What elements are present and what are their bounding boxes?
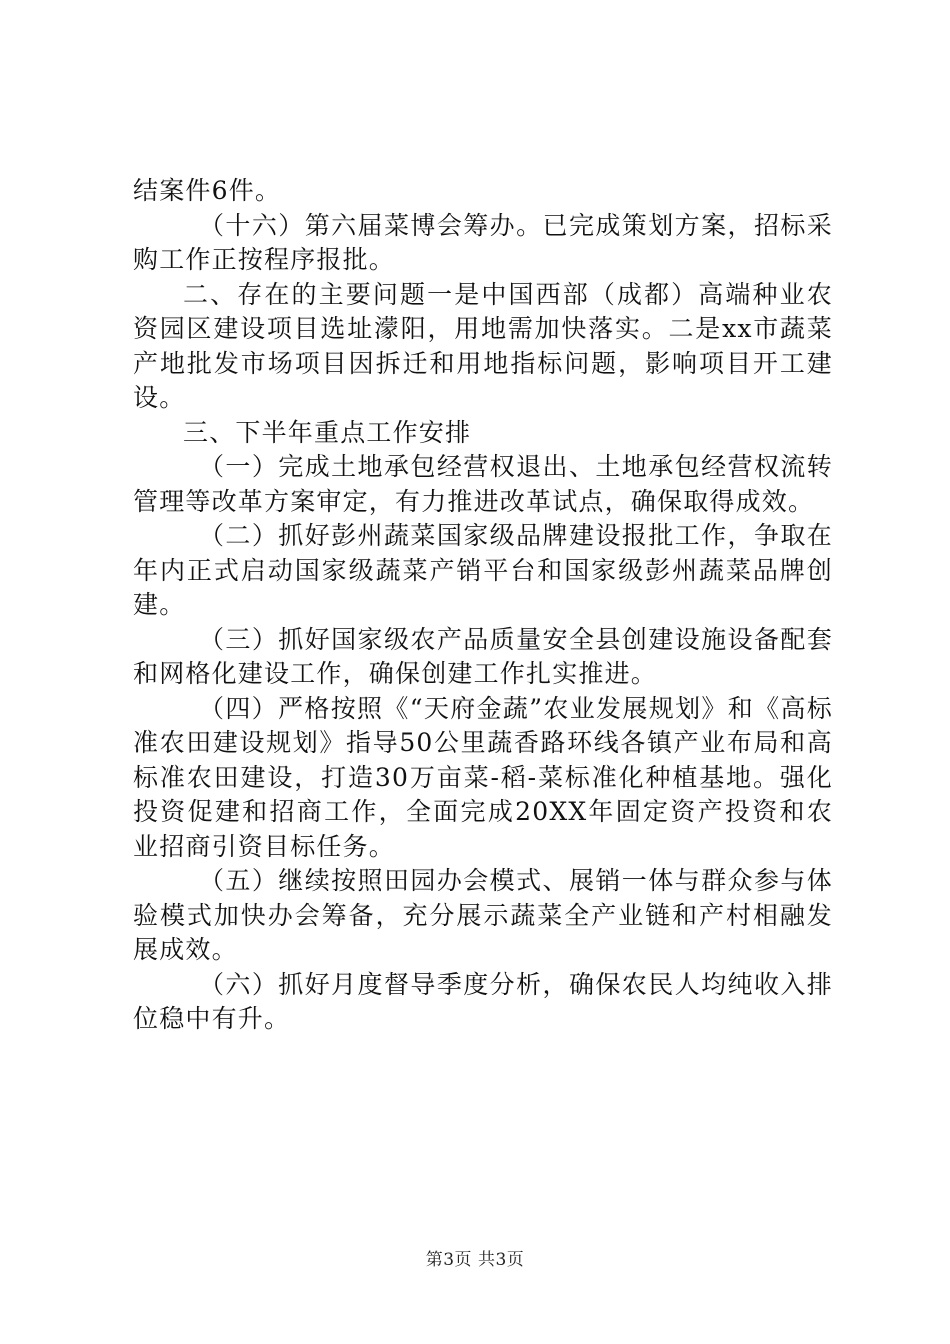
paragraph-item-5: （五）继续按照田园办会模式、展销一体与群众参与体验模式加快办会筹备，充分展示蔬菜全产业链和产村相融发展成效。 [133, 866, 833, 964]
paragraph-item-6: （六）抓好月度督导季度分析，确保农民人均纯收入排位稳中有升。 [133, 969, 833, 1033]
paragraph-item-3: （三）抓好国家级农产品质量安全县创建设施设备配套和网格化建设工作，确保创建工作扎实推进。 [133, 624, 833, 688]
document-body [133, 174, 833, 1037]
section-heading-3: 三、下半年重点工作安排 [183, 417, 472, 447]
paragraph-item-4: （四）严格按照《“天府金蔬”农业发展规划》和《高标准农田建设规划》指导50公里蔬香路环线各镇产业布局和高标准农田建设，打造30万亩菜-稻-菜标准化种植基地。强化投资促建和招商工作，全面完成20XX年固定资产投资和农业招商引资目标任务。 [133, 693, 833, 861]
paragraph-item-16: （十六）第六届菜博会筹办。已完成策划方案，招标采购工作正按程序报批。 [133, 210, 833, 274]
page-footer: 第3页 共3页 [425, 1250, 525, 1270]
paragraph-item-2: （二）抓好彭州蔬菜国家级品牌建设报批工作，争取在年内正式启动国家级蔬菜产销平台和国家级彭州蔬菜品牌创建。 [133, 521, 833, 619]
paragraph-section-2: 二、存在的主要问题一是中国西部（成都）高端种业农资园区建设项目选址濛阳，用地需加快落实。二是xx市蔬菜产地批发市场项目因拆迁和用地指标问题，影响项目开工建设。 [133, 279, 833, 412]
paragraph-continuation: 结案件6件。 [133, 176, 282, 205]
paragraph-item-1: （一）完成土地承包经营权退出、土地承包经营权流转管理等改革方案审定，有力推进改革试点，确保取得成效。 [133, 452, 833, 516]
